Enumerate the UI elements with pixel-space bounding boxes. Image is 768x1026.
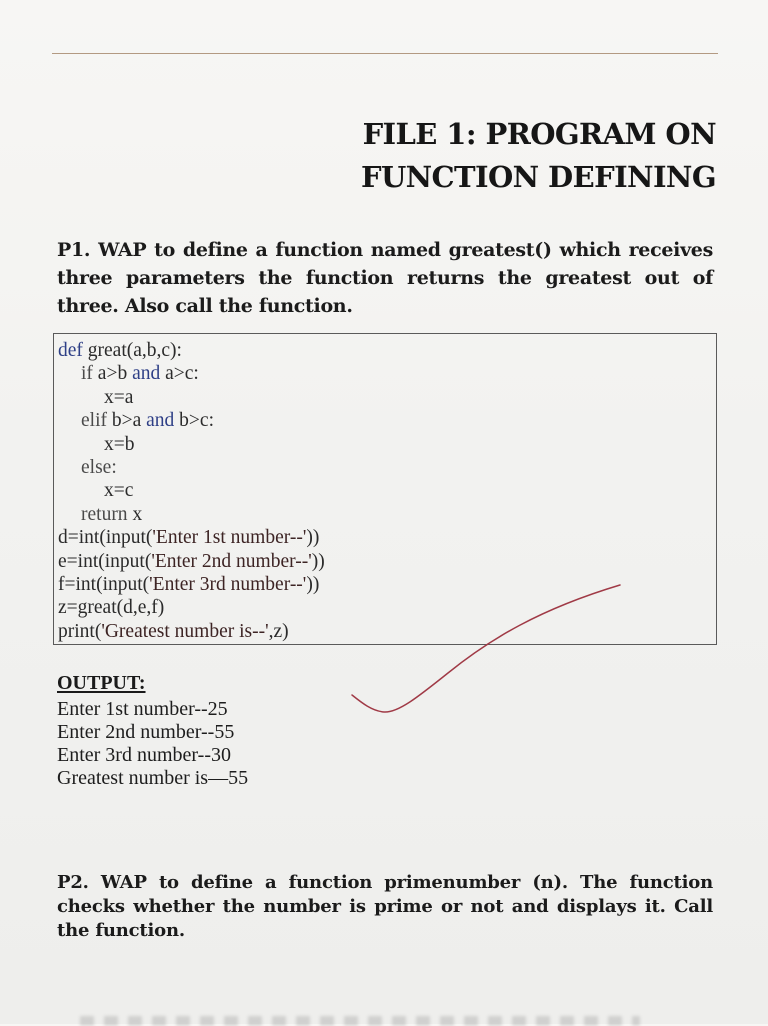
code-line — [81, 362, 199, 385]
code-line — [58, 596, 164, 619]
page-title — [361, 113, 716, 199]
code-line — [81, 456, 117, 479]
code-line — [58, 526, 319, 549]
output-line-3: Enter 3rd number--30 — [57, 744, 231, 766]
code-token: and — [132, 363, 161, 385]
output-line-2: Enter 2nd number--55 — [57, 721, 235, 743]
output-heading: OUTPUT: — [57, 672, 146, 694]
code-token: 'Enter 2nd number--' — [151, 550, 312, 572]
code-line — [58, 339, 182, 362]
task-p1 — [57, 236, 713, 320]
code-token: 'Enter 1st number--' — [152, 527, 307, 549]
code-token: x=b — [104, 433, 135, 455]
code-token: ,z) — [268, 620, 289, 642]
code-token: 'Greatest number is--' — [101, 620, 269, 642]
task-p1-text: WAP to define a function named greatest() which receives three parameters the function returns the greatest out of three. Also call the function. — [57, 239, 713, 317]
checkmark-icon — [340, 575, 630, 725]
code-token: )) — [306, 574, 320, 595]
code-token: z=great(d,e,f) — [58, 597, 165, 619]
code-line — [58, 620, 289, 643]
code-token: a>c: — [160, 363, 199, 385]
title-line-2: FUNCTION DEFINING — [360, 160, 716, 194]
code-line — [81, 409, 214, 432]
task-p2 — [57, 871, 713, 943]
code-token: e=int(input( — [58, 550, 152, 572]
code-token: else: — [81, 457, 117, 478]
code-line — [104, 479, 133, 502]
top-rule — [52, 53, 718, 54]
code-token: great(a,b,c): — [82, 340, 182, 361]
code-token: 'Enter 3rd number--' — [149, 574, 307, 595]
code-token: b>a — [106, 410, 147, 432]
task-p1-label: P1. — [57, 239, 91, 261]
code-token: )) — [311, 550, 325, 572]
code-token: x=a — [104, 386, 134, 408]
title-line-1: FILE 1: PROGRAM ON — [362, 117, 716, 151]
code-token: )) — [306, 527, 320, 549]
code-line — [104, 386, 133, 409]
code-token: x=c — [104, 480, 134, 502]
output-line-1: Enter 1st number--25 — [57, 698, 228, 720]
output-line-4: Greatest number is—55 — [57, 767, 249, 789]
code-token: a>b — [92, 363, 133, 385]
code-token: def — [58, 340, 83, 361]
code-token: return — [81, 503, 128, 525]
task-p2-label: P2. — [57, 872, 89, 893]
bleed-through-text — [80, 1016, 640, 1026]
code-token: f=int(input( — [58, 574, 150, 595]
task-p2-text: WAP to define a function primenumber (n). The function checks whether the number is prime or not and displays it. Call the function. — [57, 872, 713, 941]
code-token: if — [81, 363, 93, 385]
code-line — [104, 433, 135, 456]
code-line — [58, 550, 325, 573]
code-token: x — [127, 503, 143, 525]
code-token: b>c: — [174, 410, 214, 432]
code-token: print( — [58, 620, 102, 642]
code-line — [58, 573, 319, 596]
code-line — [81, 503, 142, 526]
code-token: d=int(input( — [58, 527, 153, 549]
code-token: and — [146, 410, 175, 432]
code-token: elif — [81, 410, 107, 432]
